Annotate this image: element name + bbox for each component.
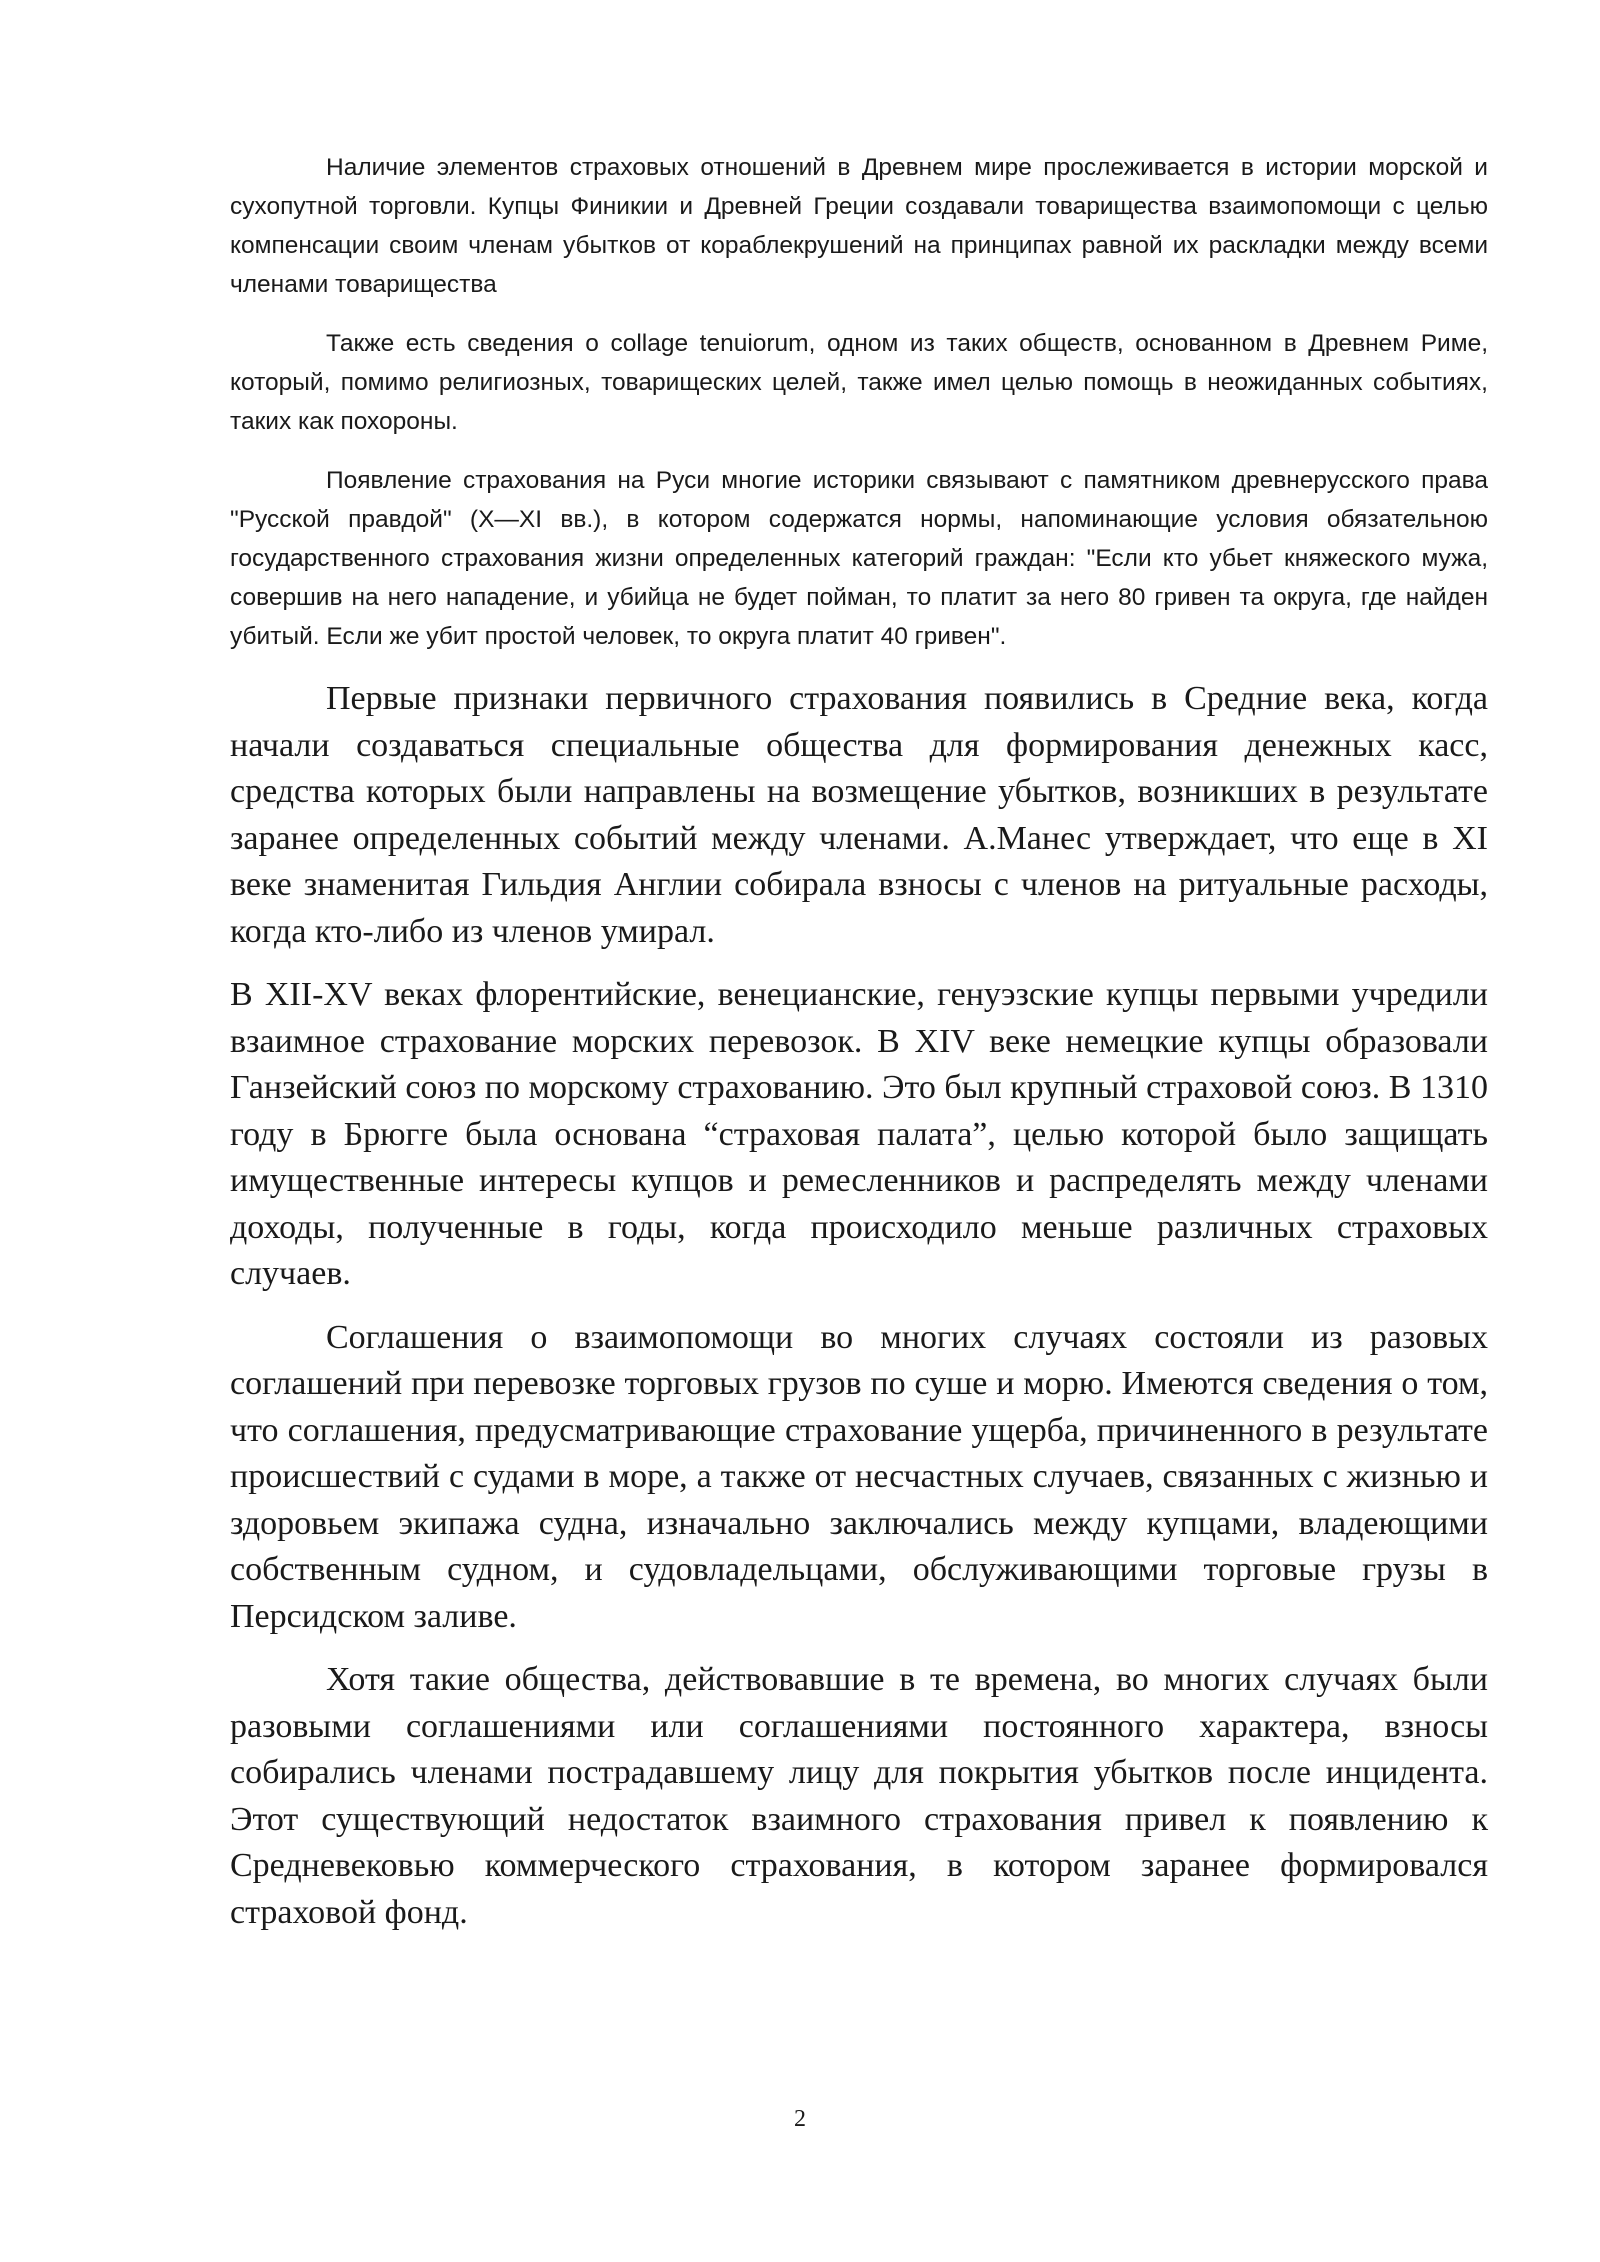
paragraph-middle-ages: Первые признаки первичного страхования появились в Средние века, когда начали создаваться специальные общества для формирования денежных касс, средства которых были направлены на возмещение убытков, возникших в результате заранее определенных событий между членами. А.Манес утверждает, что еще в XI веке знаменитая Гильдия Англии собирала взносы с членов на ритуальные расходы, когда кто-либо из членов умирал.: [230, 680, 1488, 950]
page-number: 2: [794, 2106, 806, 2132]
paragraph-ancient-world: Наличие элементов страховых отношений в Древнем мире прослеживается в истории морской и сухопутной торговли. Купцы Финикии и Древней Греции создавали товарищества взаимопомощи с целью компенсации своим членам убытков от кораблекрушений на принципах равной их раскладки между всеми членами товарищества: [230, 154, 1488, 298]
paragraph-commercial-insurance: Хотя такие общества, действовавшие в те времена, во многих случаях были разовыми соглашениями или соглашениями постоянного характера, взносы собирались членами пострадавшему лицу для покрытия убытков после инцидента. Этот существующий недостаток взаимного страхования привел к появлению к Средневековью коммерческого страхования, в котором заранее формировался страховой фонд.: [230, 1661, 1488, 1931]
paragraph-xii-xv-centuries: В XII-XV веках флорентийские, венецианские, генуэзские купцы первыми учредили взаимное страхование морских перевозок. В XIV веке немецкие купцы образовали Ганзейский союз по морскому страхованию. Это был крупный страховой союз. В 1310 году в Брюгге была основана “страховая палата”, целью которой было защищать имущественные интересы купцов и ремесленников и распределять между членами доходы, полученные в годы, когда происходило меньше различных страховых случаев.: [230, 976, 1488, 1292]
paragraph-collage-tenuiorum: Также есть сведения о collage tenuiorum, одном из таких обществ, основанном в Древнем Риме, который, помимо религиозных, товарищеских целей, также имел целью помощь в неожиданных событиях, таких как похороны.: [230, 330, 1488, 435]
paragraph-mutual-aid-agreements: Соглашения о взаимопомощи во многих случаях состояли из разовых соглашений при перевозке торговых грузов по суше и морю. Имеются сведения о том, что соглашения, предусматривающие страхование ущерба, причиненного в результате происшествий с судами в море, а также от несчастных случаев, связанных с жизнью и здоровьем экипажа судна, изначально заключались между купцами, владеющими собственным судном, и судовладельцами, обслуживающими торговые грузы в Персидском заливе.: [230, 1318, 1488, 1635]
paragraph-russkaya-pravda: Появление страхования на Руси многие историки связывают с памятником древнерусского права "Русской правдой" (X—XI вв.), в котором содержатся нормы, напоминающие условия обязательною государственного страхования жизни определенных категорий граждан: "Если кто убьет княжеского мужа, совершив на него нападение, и убийца не будет пойман, то платит за него 80 гривен та округа, где найден убитый. Если же убит простой человек, то округа платит 40 гривен".: [230, 467, 1488, 650]
document-body: [230, 148, 1488, 1953]
